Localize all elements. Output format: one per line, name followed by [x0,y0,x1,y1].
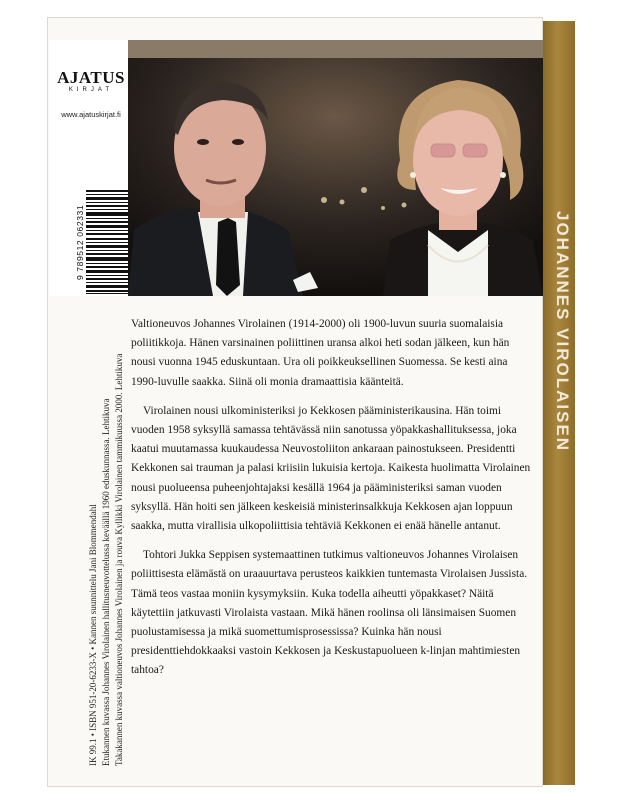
publisher-url: www.ajatuskirjat.fi [61,110,121,119]
blurb-text [131,315,536,691]
credit-line: Takakannen kuvassa valtioneuvos Johannes Virolainen ja rouva Kyllikki Virolainen tammikuussa 2000. Lehtikuva [114,353,124,766]
book [47,17,575,787]
barcode-digits: 9 789512 062331 [75,204,85,280]
publisher-logo-main: AJATUS [57,68,125,87]
book-spine [543,21,575,785]
photo-band [49,40,543,296]
publisher-panel [49,40,128,296]
blurb-paragraph: Valtioneuvos Johannes Virolainen (1914-2000) oli 1900-luvun suuria suomalaisia poliitikkoja. Hänen varsinainen poliittinen uransa alkoi heti sodan jälkeen, kun hän nousi vuonna 1945 eduskuntaan. Ura oli poikkeuksellinen Suomessa. Se kesti aina 1990-luvulle saakka. Siinä oli monia dramaattisia käänteitä. [131,318,510,388]
publisher-logo-sub: KIRJAT [68,87,114,93]
credits [88,316,132,766]
cover-photo [128,40,543,296]
credit-line: Etukannen kuvassa Johannes Virolainen hallitusneuvottelussa keväällä 1960 eduskunnassa. Lehtikuva [101,398,111,766]
photo-illustration [128,40,543,296]
blurb-paragraph: Tohtori Jukka Seppisen systemaattinen tutkimus valtioneuvos Johannes Virolaisen poliittisesta elämästä on uraauurtava perusteos kaikkien tuntemasta Virolaisen Jussista. Tämä teos vastaa moniin kysymyksiin. Kuka todella aiheutti yöpakkaset? Näitä käytettiin jatkuvasti Virolaista vastaan. Mikä hänen roolinsa oli länsimaisen Suomen puolustamisessa ja mikä suomettumisprosessissa? Kuinka hän nousi presidenttiehdokkaaksi vastoin Kekkosen ja Keskustapuolueen k-linjan mahtimiesten tahtoa? [131,549,528,677]
back-cover [47,17,543,787]
blurb-paragraph: Virolainen nousi ulkoministeriksi jo Kekkosen pääministerikausina. Hän toimi vuoden 1958 syksyllä samassa tehtävässä niin sanotussa yöpakkashallituksessa, joka kaatui muutamassa kuukaudessa Neuvostoliiton ankaraan painostukseen. Presidentti Kekkonen sai trauman ja palasi kriisiin lukuisia kertoja. Kaikesta huolimatta Virolainen nousi puolueensa puheenjohtajaksi kesällä 1964 ja pääministeriksi saman vuoden syksyllä. Hän hoiti sen jälkeen keskeisiä ministerinsalkkuja Kekkosen ajan loppuun saakka, mutta virallisia ulkopoliittisia tehtäviä Kekkonen ei enää hänelle antanut. [131,404,531,533]
barcode-icon [86,188,130,296]
spine-title: JOHANNES VIROLAISEN [553,211,572,453]
credit-line: IK 99.1 • ISBN 951-20-6233-X • Kannen suunnittelu Jani Blommendahl [88,504,98,766]
publisher-logo [57,68,125,93]
